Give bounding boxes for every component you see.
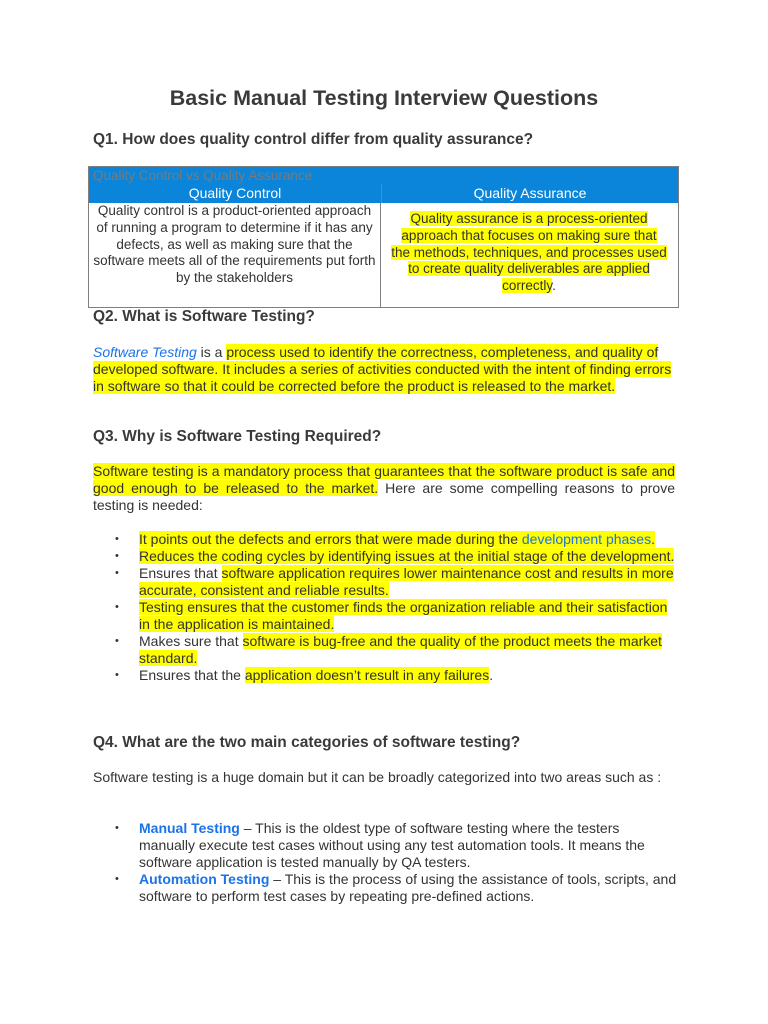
- text: is a: [196, 344, 227, 360]
- table-header-row: [89, 184, 678, 203]
- table-cell-quality-control: Quality control is a product-oriented approach of running a program to determine if it has any defects, as well as making sure that the software meets all of the requirements put forth by the stakeholders: [89, 203, 381, 307]
- text: – This is the oldest type of software testing where the testers manually execute test cases without using any test automation tools. It means the software application is tested manually by QA testers.: [139, 820, 645, 870]
- highlighted-text: Reduces the coding cycles by identifying issues at the initial stage of the development.: [139, 548, 675, 564]
- bullet-icon: •: [115, 635, 119, 647]
- q4-bullet-list: [93, 820, 678, 905]
- list-item: [93, 633, 678, 667]
- q1-heading: Q1. How does quality control differ from quality assurance?: [93, 131, 534, 148]
- q2-paragraph: [93, 344, 675, 395]
- q3-bullet-list: [93, 531, 678, 684]
- q3-paragraph: [93, 463, 675, 514]
- text: Makes sure that: [139, 633, 243, 649]
- bullet-icon: •: [115, 822, 119, 834]
- bullet-icon: •: [115, 567, 119, 579]
- list-item: [93, 667, 678, 684]
- highlighted-text: software is bug-free and the quality of the product meets the market standard.: [139, 633, 662, 666]
- comparison-table: [88, 166, 679, 308]
- q4-intro: Software testing is a huge domain but it can be broadly categorized into two areas such as :: [93, 769, 662, 785]
- table-cell-quality-assurance: [381, 203, 677, 307]
- list-item: [93, 565, 678, 599]
- table-header-quality-control: Quality Control: [89, 184, 382, 203]
- highlighted-text: Quality assurance is a process-oriented approach that focuses on making sure that the methods, techniques, and processes used to create quality deliverables are applied correctly: [391, 211, 667, 294]
- list-item: [93, 531, 678, 548]
- list-item: [93, 820, 678, 871]
- manual-testing-link[interactable]: Manual Testing: [139, 820, 240, 836]
- highlighted-text: It points out the defects and errors that were made during the: [139, 531, 522, 547]
- software-testing-link[interactable]: Software Testing: [93, 344, 197, 360]
- highlighted-text: It includes a series of activities conducted with the intent of finding errors in software so that it could be corrected before the product is released to the market.: [93, 361, 672, 394]
- table-caption: Quality Control vs Quality Assurance: [89, 167, 678, 184]
- q3-heading: Q3. Why is Software Testing Required?: [93, 428, 382, 445]
- q4-heading: Q4. What are the two main categories of software testing?: [93, 734, 521, 751]
- development-phases-link[interactable]: development phases: [521, 531, 652, 547]
- table-header-quality-assurance: Quality Assurance: [473, 185, 587, 201]
- automation-testing-link[interactable]: Automation Testing: [139, 871, 270, 887]
- q2-heading: Q2. What is Software Testing?: [93, 308, 315, 325]
- text: Here are some compelling reasons to prove testing is needed:: [93, 480, 676, 513]
- text: Ensures that: [139, 565, 222, 581]
- page-title: Basic Manual Testing Interview Questions: [169, 86, 599, 110]
- list-item: [93, 548, 678, 565]
- highlighted-text: Testing ensures that the customer finds the organization reliable and their satisfaction in the application is maintained.: [139, 599, 668, 632]
- bullet-icon: •: [115, 533, 119, 545]
- list-item: [93, 599, 678, 633]
- highlighted-text: software application requires lower maintenance cost and results in more accurate, consistent and reliable results.: [139, 565, 674, 598]
- text-punct: .: [552, 278, 556, 294]
- highlighted-text: Software testing is a mandatory process that guarantees that the software product is safe and good enough to be released to the market.: [93, 463, 675, 496]
- table-row: [89, 203, 678, 307]
- bullet-icon: •: [115, 601, 119, 613]
- list-item: [93, 871, 678, 905]
- bullet-icon: •: [115, 550, 119, 562]
- highlighted-text: application doesn’t result in any failures: [244, 667, 490, 683]
- text: – This is the process of using the assistance of tools, scripts, and software to perform test cases by repeating pre-defined actions.: [139, 871, 677, 904]
- text: Ensures that the: [139, 667, 245, 683]
- text-punct: .: [489, 667, 494, 683]
- highlighted-text: process used to identify the correctness, completeness, and quality of developed software.: [93, 344, 659, 377]
- bullet-icon: •: [115, 669, 119, 681]
- bullet-icon: •: [115, 873, 119, 885]
- text-punct: .: [651, 531, 655, 547]
